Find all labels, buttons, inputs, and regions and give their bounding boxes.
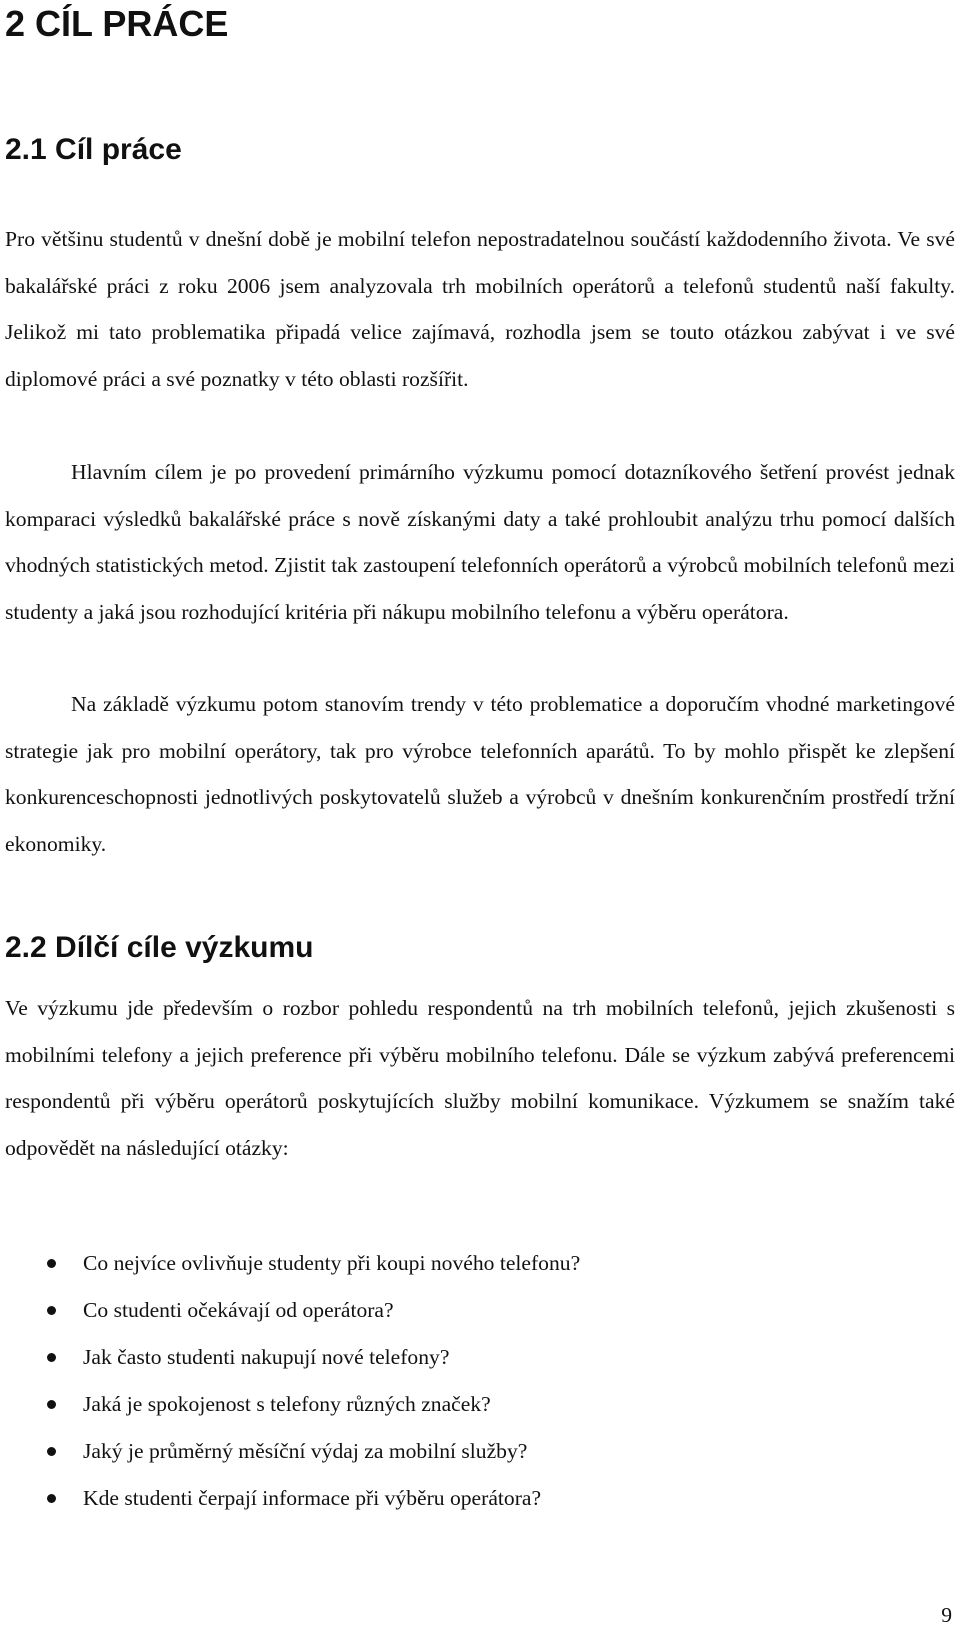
list-item-text: Jaký je průměrný měsíční výdaj za mobilní služby? <box>83 1439 528 1463</box>
list-item-text: Jak často studenti nakupují nové telefony? <box>83 1345 450 1369</box>
paragraph-intro: Pro většinu studentů v dnešní době je mobilní telefon nepostradatelnou součástí každodenního života. Ve své bakalářské práci z roku 2006 jsem analyzovala trh mobilních operátorů a telefonů studentů naší fakulty. Jelikož mi tato problematika připadá velice zajímavá, rozhodla jsem se touto otázkou zabývat i ve své diplomové práci a své poznatky v této oblasti rozšířit. <box>5 227 955 391</box>
paragraph-recommendations: Na základě výzkumu potom stanovím trendy v této problematice a doporučím vhodné marketingové strategie jak pro mobilní operátory, tak pro výrobce telefonních aparátů. To by mohlo přispět ke zlepšení konkurenceschopnosti jednotlivých poskytovatelů služeb a výrobců v dnešním konkurenčním prostředí tržní ekonomiky. <box>5 692 955 856</box>
bullet-icon <box>47 1353 56 1362</box>
bullet-icon <box>47 1400 56 1409</box>
bullet-icon <box>47 1259 56 1268</box>
list-item <box>5 1240 955 1287</box>
list-item <box>5 1287 955 1334</box>
list-item-text: Kde studenti čerpají informace při výběru operátora? <box>83 1486 542 1510</box>
section-heading-goal: 2.1 Cíl práce <box>5 133 182 166</box>
paragraph-main-goal: Hlavním cílem je po provedení primárního výzkumu pomocí dotazníkového šetření provést jednak komparaci výsledků bakalářské práce s nově získanými daty a také prohloubit analýzu trhu pomocí dalších vhodných statistických metod. Zjistit tak zastoupení telefonních operátorů a výrobců mobilních telefonů mezi studenty a jaká jsou rozhodující kritéria při nákupu mobilního telefonu a výběru operátora. <box>5 460 955 624</box>
page-number: 9 <box>941 1603 952 1627</box>
bullet-icon <box>47 1447 56 1456</box>
list-item <box>5 1475 955 1522</box>
bullet-icon <box>47 1494 56 1503</box>
chapter-heading: 2 CÍL PRÁCE <box>5 3 229 44</box>
list-item-text: Jaká je spokojenost s telefony různých značek? <box>83 1392 491 1416</box>
bullet-icon <box>47 1306 56 1315</box>
research-questions-list <box>5 1240 955 1522</box>
section-heading-subgoals: 2.2 Dílčí cíle výzkumu <box>5 931 314 964</box>
list-item <box>5 1334 955 1381</box>
list-item-text: Co studenti očekávají od operátora? <box>83 1298 394 1322</box>
list-item-text: Co nejvíce ovlivňuje studenty při koupi nového telefonu? <box>83 1251 581 1275</box>
paragraph-research-scope: Ve výzkumu jde především o rozbor pohledu respondentů na trh mobilních telefonů, jejich zkušenosti s mobilními telefony a jejich preference při výběru mobilního telefonu. Dále se výzkum zabývá preferencemi respondentů při výběru operátorů poskytujících služby mobilní komunikace. Výzkumem se snažím také odpovědět na následující otázky: <box>5 996 955 1160</box>
list-item <box>5 1381 955 1428</box>
list-item <box>5 1428 955 1475</box>
